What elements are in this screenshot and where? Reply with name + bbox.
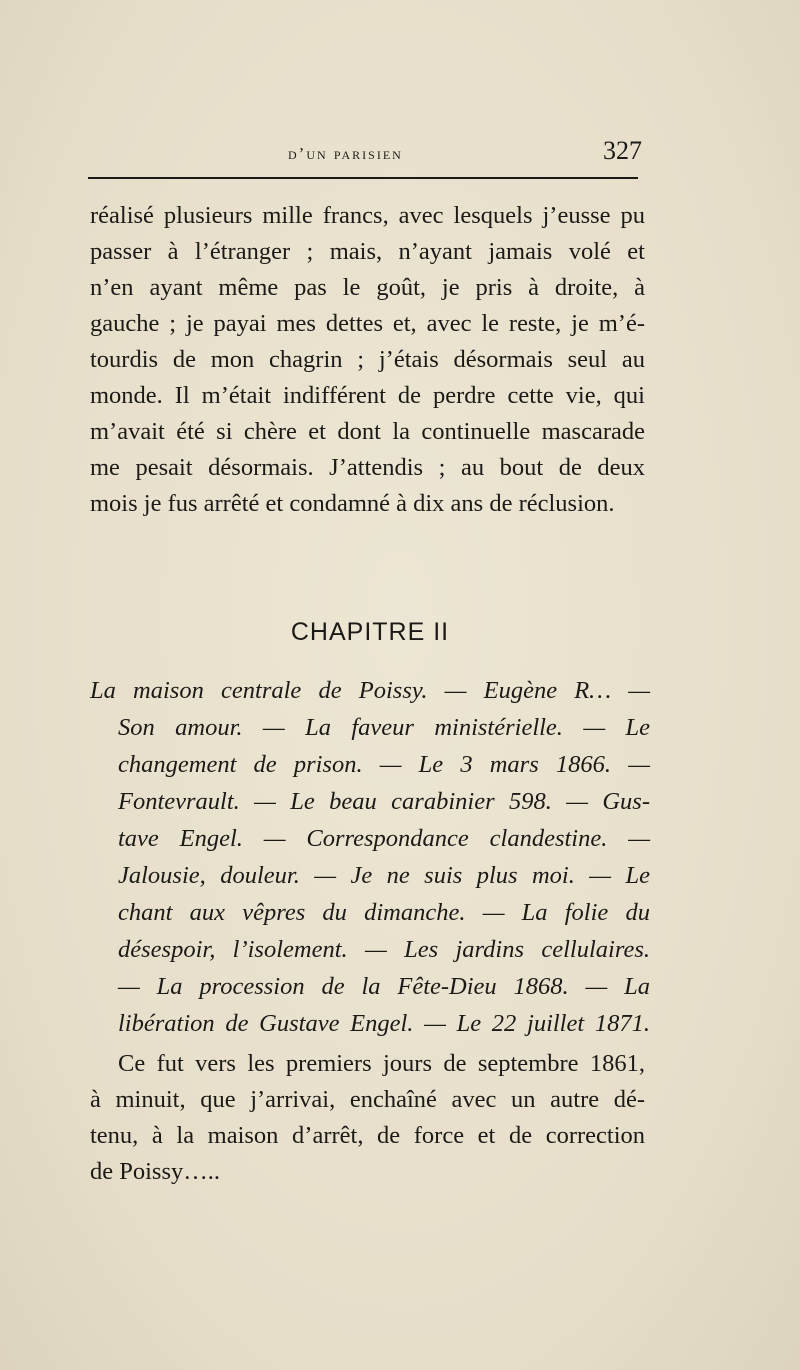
text-line: à minuit, que j’arrivai, enchaîné avec un autre dé- <box>90 1086 645 1113</box>
summary-line: changement de prison. — Le 3 mars 1866. — <box>118 751 650 778</box>
summary-line: désespoir, l’isolement. — Les jardins cellulaires. <box>118 936 650 963</box>
text-line: réalisé plusieurs mille francs, avec lesquels j’eusse pu <box>90 202 645 229</box>
summary-line: tave Engel. — Correspondance clandestine. — <box>118 825 650 852</box>
text-line: gauche ; je payai mes dettes et, avec le reste, je m’é- <box>90 310 645 337</box>
text-line: mois je fus arrêté et condamné à dix ans de réclusion. <box>90 490 615 517</box>
summary-line: La maison centrale de Poissy. — Eugène R… — <box>90 677 650 704</box>
page-number: 327 <box>603 136 642 165</box>
summary-line: Son amour. — La faveur ministérielle. — Le <box>118 714 650 741</box>
summary-line: libération de Gustave Engel. — Le 22 juillet 1871. <box>118 1010 650 1037</box>
text-line: tourdis de mon chagrin ; j’étais désormais seul au <box>90 346 645 373</box>
text-line: me pesait désormais. J’attendis ; au bout de deux <box>90 454 645 481</box>
header-rule <box>88 177 638 179</box>
running-head <box>88 136 650 170</box>
chapter-title: CHAPITRE II <box>290 618 450 646</box>
text-line: m’avait été si chère et dont la continuelle mascarade <box>90 418 645 445</box>
summary-line: Fontevrault. — Le beau carabinier 598. — Gus- <box>118 788 650 815</box>
chapter-summary <box>90 672 650 1042</box>
text-line: tenu, à la maison d’arrêt, de force et de correction <box>90 1122 645 1149</box>
summary-line: — La procession de la Fête-Dieu 1868. — La <box>118 973 650 1000</box>
text-line: passer à l’étranger ; mais, n’ayant jamais volé et <box>90 238 645 265</box>
text-line: monde. Il m’était indifférent de perdre cette vie, qui <box>90 382 645 409</box>
text-line: n’en ayant même pas le goût, je pris à droite, à <box>90 274 645 301</box>
text-line: Ce fut vers les premiers jours de septembre 1861, <box>118 1050 645 1077</box>
running-title: d’un parisien <box>288 144 403 163</box>
summary-line: Jalousie, douleur. — Je ne suis plus moi. — Le <box>118 862 650 889</box>
paragraph-continued <box>90 198 645 522</box>
paragraph-opening <box>90 1046 645 1190</box>
text-line: de Poissy….. <box>90 1158 221 1185</box>
summary-line: chant aux vêpres du dimanche. — La folie du <box>118 899 650 926</box>
